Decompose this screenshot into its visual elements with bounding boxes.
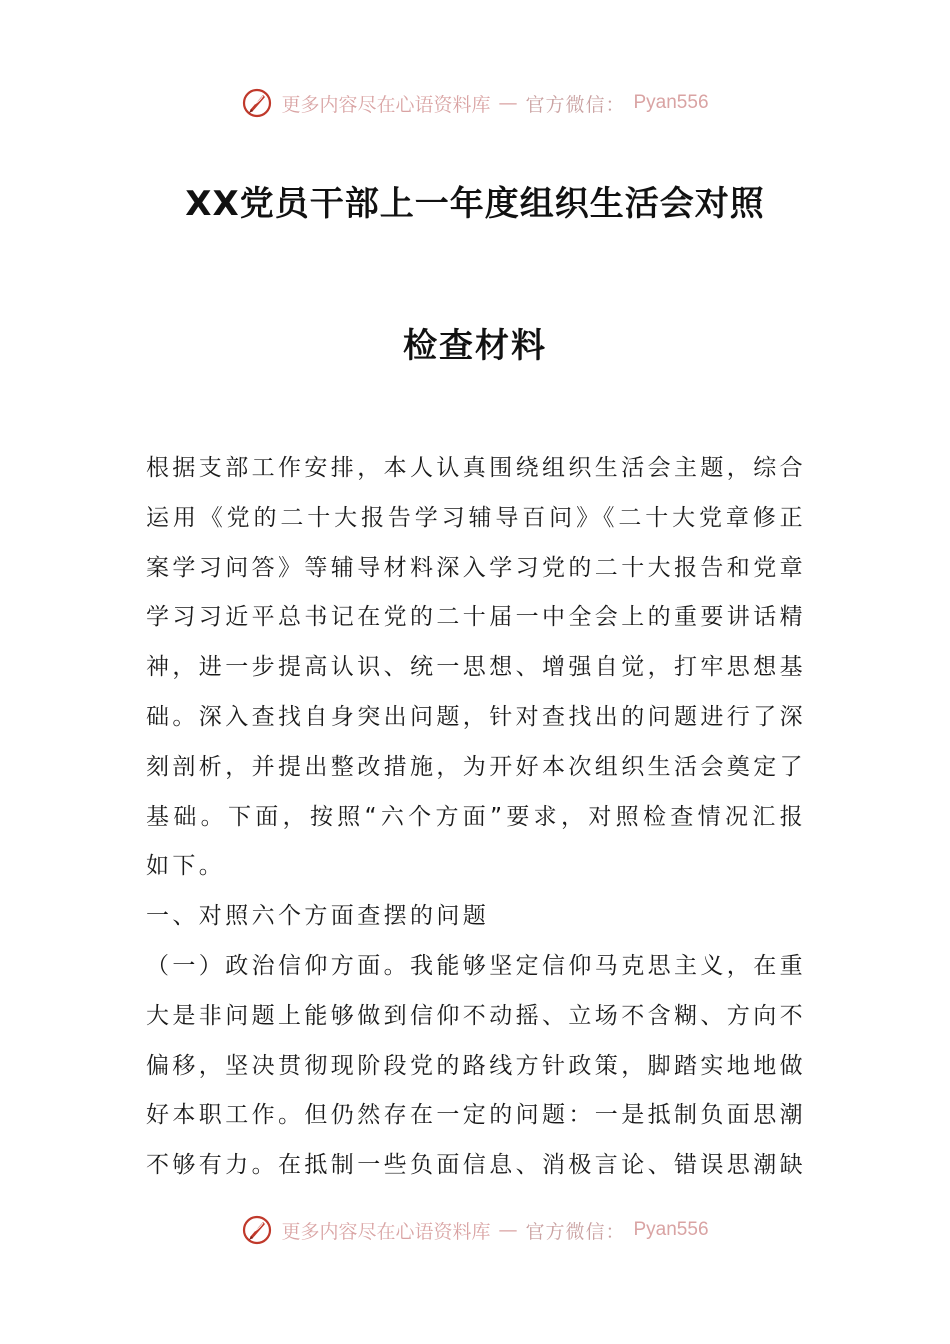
quill-logo-icon	[241, 1214, 273, 1246]
watermark-dash: —	[498, 1219, 518, 1241]
quill-logo-icon	[241, 87, 273, 119]
watermark-contact-label: 官方微信：	[525, 93, 626, 116]
watermark-dash: —	[498, 92, 518, 114]
watermark-banner-top	[0, 83, 950, 123]
section-paragraph: （一）政治信仰方面。我能够坚定信仰马克思主义，在重大是非问题上能够做到信仰不动摇、立场不含糊、方向不偏移，坚决贯彻现阶段党的路线方针政策，脚踏实地地做好本职工作。但仍然存在一定的问题：一是抵制负面思潮不够有力。在抵制一些负面信息、消极言论、错误思潮缺	[146, 953, 806, 1179]
watermark-handle: Pyan556	[633, 92, 709, 113]
watermark-handle: Pyan556	[633, 1219, 709, 1240]
intro-paragraph: 根据支部工作安排，本人认真围绕组织生活会主题，综合运用《党的二十大报告学习辅导百问》《二十大党章修正案学习问答》等辅导材料深入学习党的二十大报告和党章学习习近平总书记在党的二十届一中全会上的重要讲话精神，进一步提高认识、统一思想、增强自觉，打牢思想基础。深入查找自身突出问题，针对查找出的问题进行了深刻剖析，并提出整改措施，为开好本次组织生活会奠定了基础。下面，按照“六个方面”要求，对照检查情况汇报如下。	[146, 455, 806, 880]
watermark-contact-label: 官方微信：	[525, 1220, 626, 1243]
document-title-line-1: XX党员干部上一年度组织生活会对照	[185, 184, 765, 224]
watermark-site-text: 更多内容尽在心语资料库	[281, 93, 491, 116]
document-title-line-2: 检查材料	[403, 326, 547, 366]
watermark-site-text: 更多内容尽在心语资料库	[281, 1220, 491, 1243]
watermark-banner-bottom	[0, 1210, 950, 1250]
section-heading: 一、对照六个方面查摆的问题	[146, 903, 490, 929]
